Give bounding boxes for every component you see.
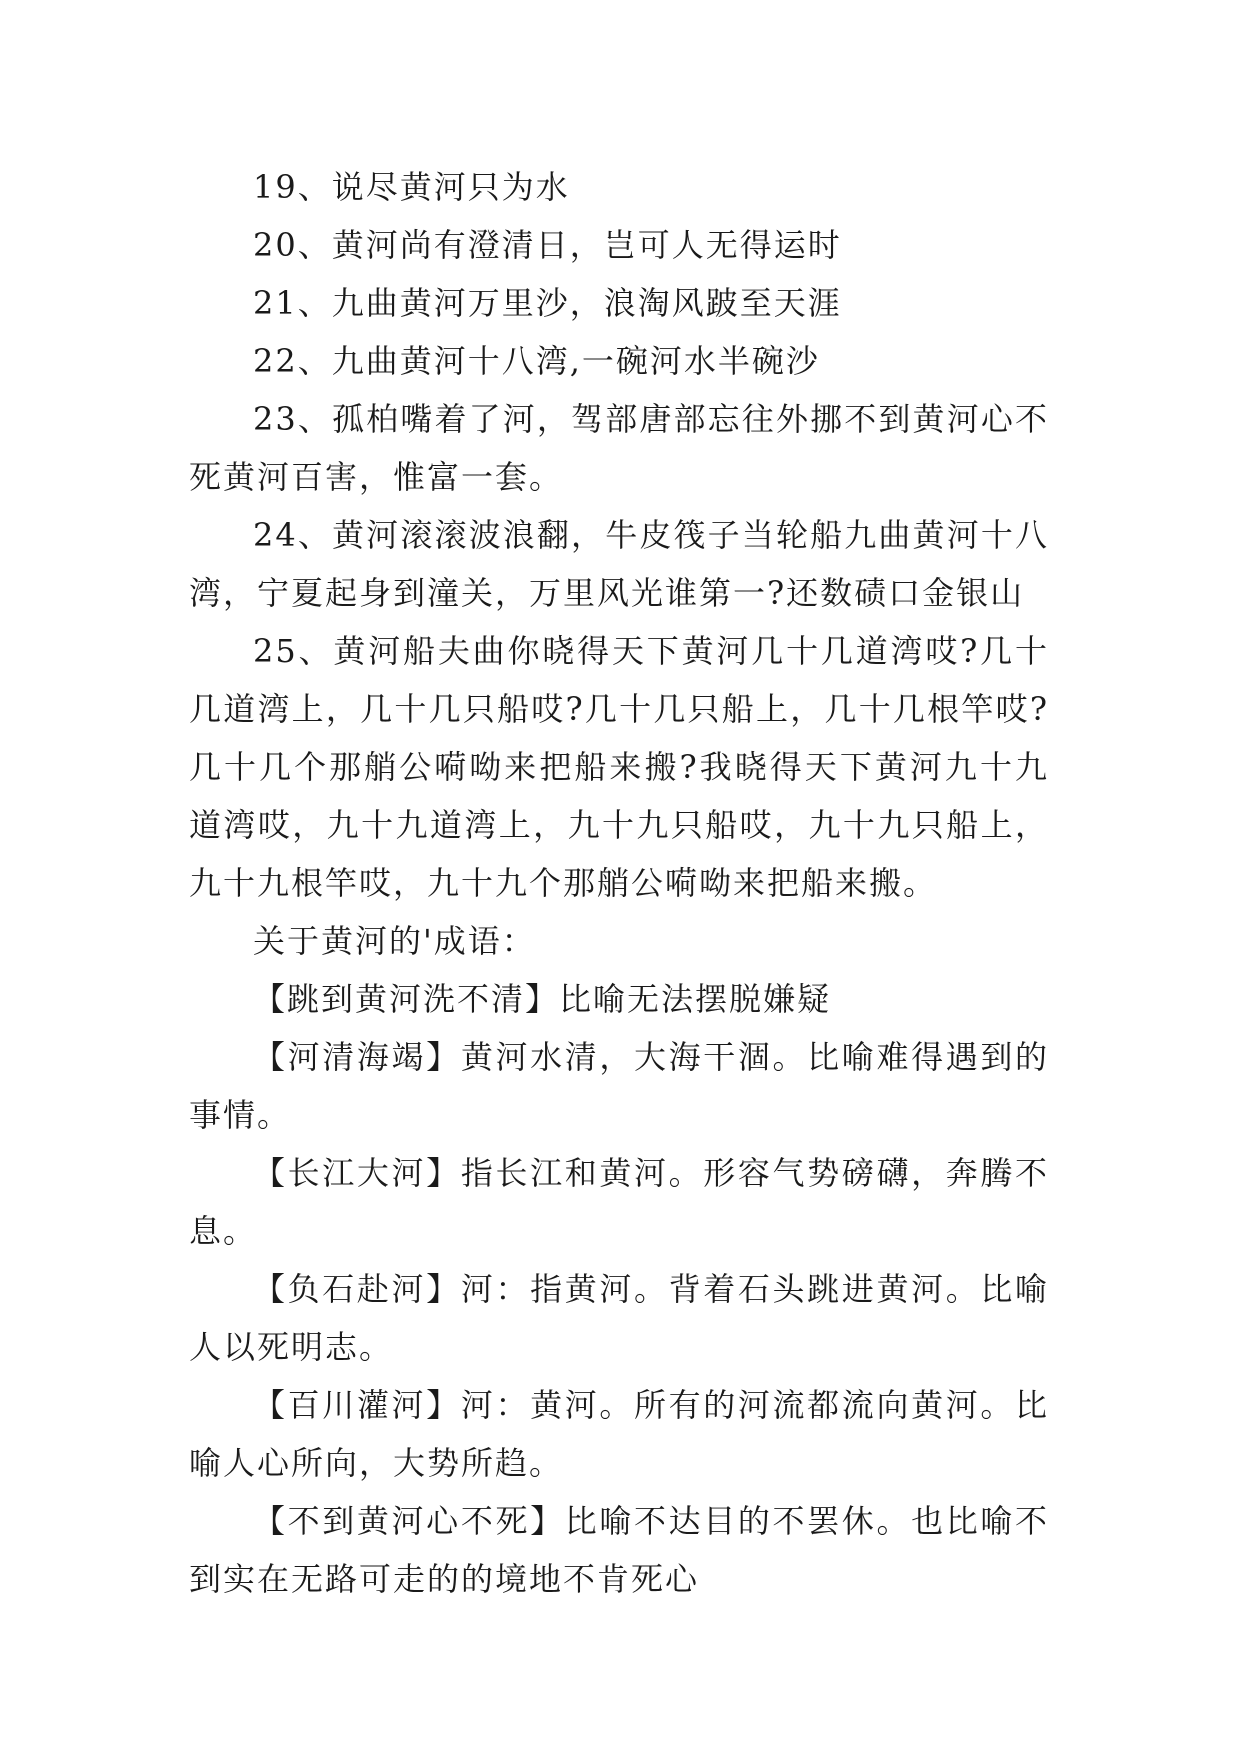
idiom-item: 【百川灌河】河：黄河。所有的河流都流向黄河。比喻人心所向，大势所趋。	[189, 1386, 1049, 1482]
idiom-item: 【长江大河】指长江和黄河。形容气势磅礴，奔腾不息。	[189, 1154, 1049, 1250]
idiom-item: 【不到黄河心不死】比喻不达目的不罢休。也比喻不到实在无路可走的的境地不肯死心	[189, 1502, 1049, 1598]
paragraph-24: 24、黄河滚滚波浪翻，牛皮筏子当轮船九曲黄河十八湾，宁夏起身到潼关，万里风光谁第一?还数碛口金银山	[189, 516, 1049, 612]
idiom-item: 【负石赴河】河：指黄河。背着石头跳进黄河。比喻人以死明志。	[189, 1270, 1049, 1366]
idioms-heading: 关于黄河的'成语：	[253, 922, 536, 960]
idiom-item: 【跳到黄河洗不清】比喻无法摆脱嫌疑	[253, 980, 832, 1018]
idiom-item: 【河清海竭】黄河水清，大海干涸。比喻难得遇到的事情。	[189, 1038, 1049, 1134]
paragraph-25: 25、黄河船夫曲你晓得天下黄河几十几道湾哎?几十几道湾上，几十几只船哎?几十几只船上，几十几根竿哎?几十几个那艄公嗬呦来把船来搬?我晓得天下黄河九十九道湾哎，九十九道湾上，九十九只船哎，九十九只船上，九十九根竿哎，九十九个那艄公嗬呦来把船来搬。	[189, 632, 1049, 902]
paragraph-23: 23、孤柏嘴着了河，驾部唐部忘往外挪不到黄河心不死黄河百害，惟富一套。	[189, 400, 1049, 496]
paragraph-22: 22、九曲黄河十八湾,一碗河水半碗沙	[253, 342, 820, 380]
document-body	[189, 158, 1049, 1608]
paragraph-21: 21、九曲黄河万里沙，浪淘风跛至天涯	[253, 284, 842, 322]
paragraph-19: 19、说尽黄河只为水	[253, 168, 570, 206]
paragraph-20: 20、黄河尚有澄清日，岂可人无得运时	[253, 226, 842, 264]
